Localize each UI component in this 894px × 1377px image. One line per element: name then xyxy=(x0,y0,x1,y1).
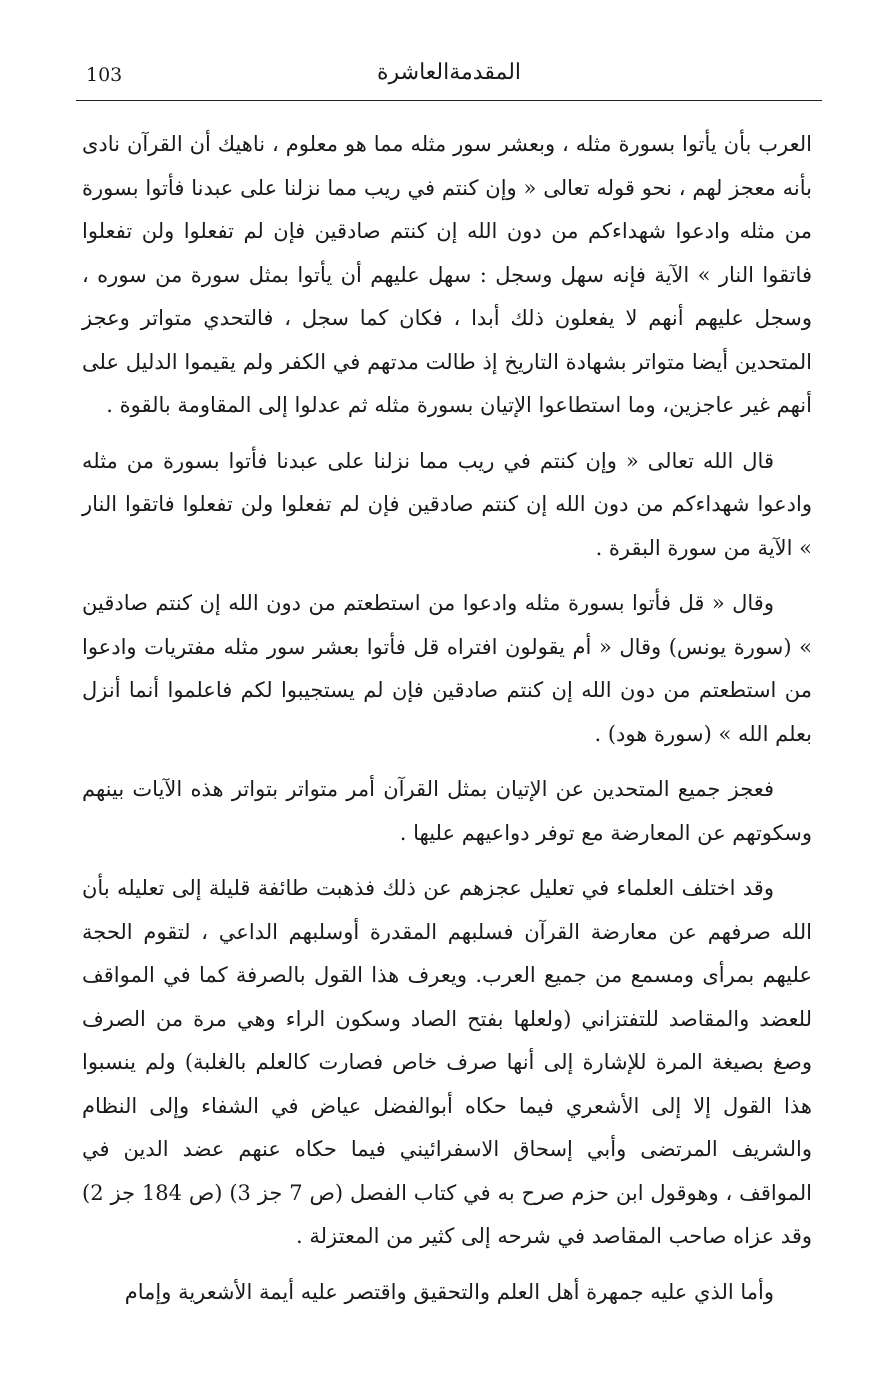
paragraph-challenge: العرب بأن يأتوا بسورة مثله ، وبعشر سور مثله مما هو معلوم ، ناهيك أن القرآن نادى بأنه معجز لهم ، نحو قوله تعالى « وإن كنتم في ريب مما نزلنا على عبدنا فأتوا بسورة من مثله وادعوا شهداءكم من دون الله إن كنتم صادقين فإن لم تفعلوا ولن تفعلوا فاتقوا النار » الآية فإنه سهل وسجل : سهل عليهم أن يأتوا بمثل سورة من سوره ، وسجل عليهم أنهم لا يفعلون ذلك أبدا ، فكان كما سجل ، فالتحدي متواتر وعجز المتحدين أيضا متواتر بشهادة التاريخ إذ طالت مدتهم في الكفر ولم يقيموا الدليل على أنهم غير عاجزين، وما استطاعوا الإتيان بسورة مثله ثم عدلوا إلى المقاومة بالقوة . xyxy=(82,132,812,417)
page-number: 103 xyxy=(86,64,123,86)
page-header xyxy=(76,52,822,101)
paragraph-quote-yunus-hud: وقال « قل فأتوا بسورة مثله وادعوا من استطعتم من دون الله إن كنتم صادقين » (سورة يونس) وقال « أم يقولون افتراه قل فأتوا بعشر سور مثله مفتريات وادعوا من استطعتم من دون الله إن كنتم صادقين فإن لم يستجيبوا لكم فاعلموا أنما أنزل بعلم الله » (سورة هود) . xyxy=(82,591,812,746)
running-title: المقدمةالعاشرة xyxy=(376,60,522,85)
paragraph-inability: فعجز جميع المتحدين عن الإتيان بمثل القرآن أمر متواتر بتواتر هذه الآيات بينهم وسكوتهم عن المعارضة مع توفر دواعيهم عليها . xyxy=(82,777,812,845)
paragraph-majority: وأما الذي عليه جمهرة أهل العلم والتحقيق واقتصر عليه أيمة الأشعرية وإمام xyxy=(124,1279,774,1304)
paragraph-quote-baqara: قال الله تعالى « وإن كنتم في ريب مما نزلنا على عبدنا فأتوا بسورة من مثله وادعوا شهداءكم من دون الله إن كنتم صادقين فإن لم تفعلوا ولن تفعلوا فاتقوا النار » الآية من سورة البقرة . xyxy=(82,448,812,560)
page-body xyxy=(82,120,812,1317)
paragraph-sarfa: وقد اختلف العلماء في تعليل عجزهم عن ذلك فذهبت طائفة قليلة إلى تعليله بأن الله صرفهم عن معارضة القرآن فسلبهم المقدرة أوسلبهم الداعي ، لتقوم الحجة عليهم بمرأى ومسمع من جميع العرب. ويعرف هذا القول بالصرفة كما في المواقف للعضد والمقاصد للتفتزاني (ولعلها بفتح الصاد وسكون الراء وهي مرة من الصرف وصغ بصيغة المرة للإشارة إلى أنها صرف خاص فصارت كالعلم بالغلبة) ولم ينسبوا هذا القول إلا إلى الأشعري فيما حكاه أبوالفضل عياض في الشفاء وإلى النظام والشريف المرتضى وأبي إسحاق الاسفرائيني فيما حكاه عنهم عضد الدين في المواقف ، وهوقول ابن حزم صرح به في كتاب الفصل (ص 7 جز 3) (ص 184 جز 2) وقد عزاه صاحب المقاصد في شرحه إلى كثير من المعتزلة . xyxy=(82,876,812,1248)
